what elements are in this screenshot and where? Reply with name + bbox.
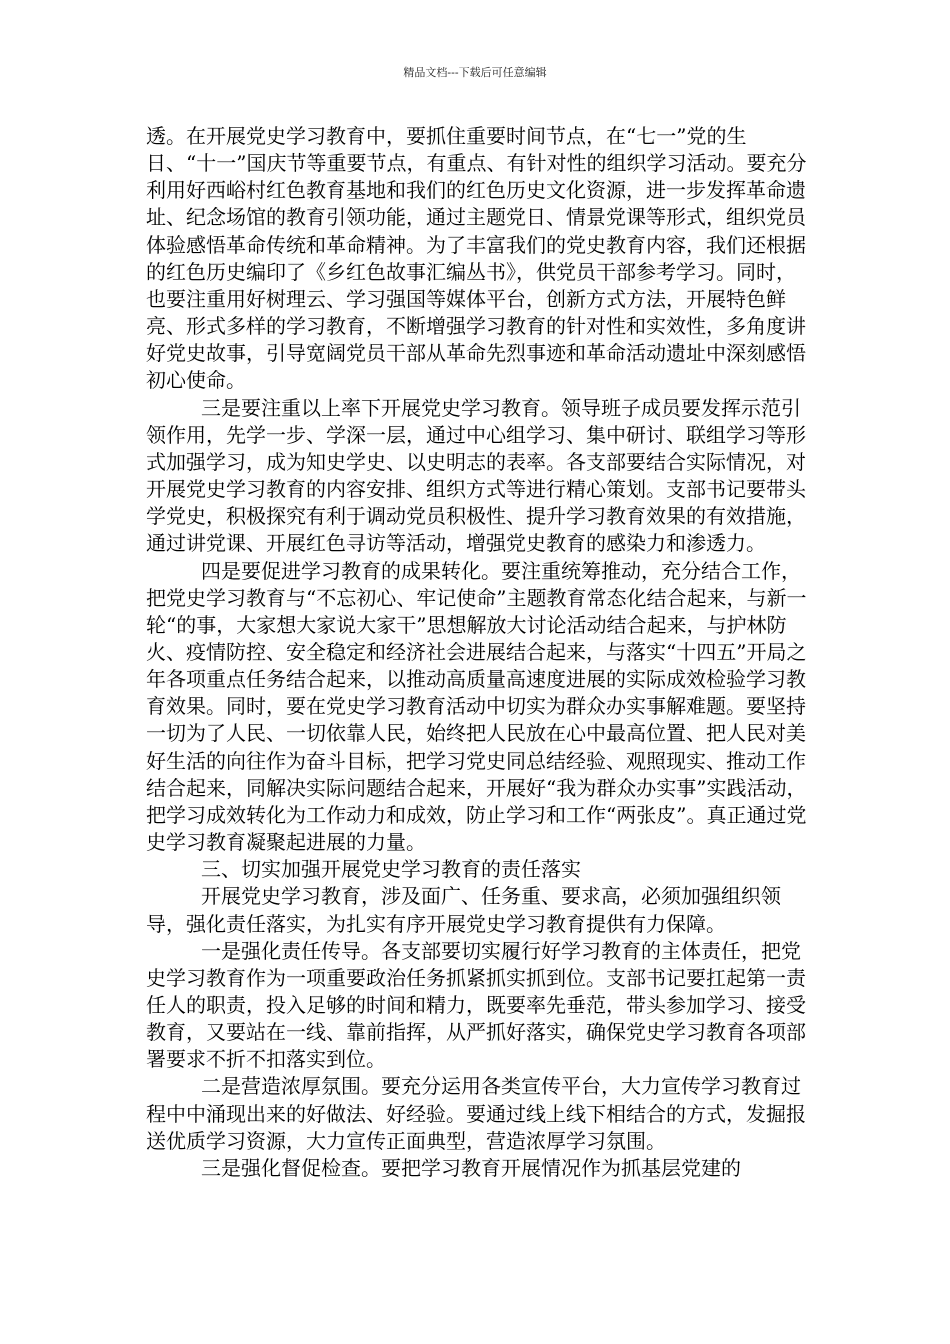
paragraph: 四是要促进学习教育的成果转化。要注重统筹推动，充分结合工作，把党史学习教育与“不忘初心、牢记使命”主题教育常态化结合起来，与新一轮“的事，大家想大家说大家干”思想解放大讨论活动结合起来，与护林防火、疫情防控、安全稳定和经济社会进展结合起来，与落实“十四五”开局之年各项重点任务结合起来，以推动高质量高速度进展的实际成效检验学习教育效果。同时，要在党史学习教育活动中切实为群众办实事解难题。要坚持一切为了人民、一切依靠人民，始终把人民放在心中最高位置、把人民对美好生活的向往作为奋斗目标，把学习党史同总结经验、观照现实、推动工作结合起来，同解决实际问题结合起来，开展好“我为群众办实事”实践活动，把学习成效转化为工作动力和成效，防止学习和工作“两张皮”。真正通过党史学习教育凝聚起进展的力量。	[146, 558, 807, 855]
paragraph: 开展党史学习教育，涉及面广、任务重、要求高，必须加强组织领导，强化责任落实，为扎实有序开展党史学习教育提供有力保障。	[146, 884, 781, 936]
paragraph: 三是要注重以上率下开展党史学习教育。领导班子成员要发挥示范引领作用，先学一步、学深一层，通过中心组学习、集中研讨、联组学习等形式加强学习，成为知史学史、以史明志的表率。各支部要结合实际情况，对开展党史学习教育的内容安排、组织方式等进行精心策划。支部书记要带头学党史，积极探究有利于调动党员积极性、提升学习教育效果的有效措施，通过讲党课、开展红色寻访等活动，增强党史教育的感染力和渗透力。	[146, 395, 806, 556]
paragraph: 透。在开展党史学习教育中，要抓住重要时间节点，在“七一”党的生日、“十一”国庆节等重要节点，有重点、有针对性的组织学习活动。要充分利用好西峪村红色教育基地和我们的红色历史文化资源，进一步发挥革命遗址、纪念场馆的教育引领功能，通过主题党日、情景党课等形式，组织党员体验感悟革命传统和革命精神。为了丰富我们的党史教育内容，我们还根据的红色历史编印了《乡红色故事汇编丛书》，供党员干部参考学习。同时，也要注重用好树理云、学习强国等媒体平台，创新方式方法，开展特色鲜亮、形式多样的学习教育，不断增强学习教育的针对性和实效性，多角度讲好党史故事，引导宽阔党员干部从革命先烈事迹和革命活动遗址中深刻感悟初心使命。	[146, 124, 807, 393]
paragraph: 二是营造浓厚氛围。要充分运用各类宣传平台，大力宣传学习教育过程中中涌现出来的好做法、好经验。要通过线上线下相结合的方式，发掘报送优质学习资源，大力宣传正面典型，营造浓厚学习氛围。	[146, 1074, 806, 1153]
paragraph: 三是强化督促检查。要把学习教育开展情况作为抓基层党建的	[201, 1155, 741, 1180]
document-body	[146, 123, 814, 1182]
paragraph: 一是强化责任传导。各支部要切实履行好学习教育的主体责任，把党史学习教育作为一项重要政治任务抓紧抓实抓到位。支部书记要扛起第一责任人的职责，投入足够的时间和精力，既要率先垂范，带头参加学习、接受教育，又要站在一线、靠前指挥，从严抓好落实，确保党史学习教育各项部署要求不折不扣落实到位。	[146, 938, 806, 1072]
page-header: 精品文档---下载后可任意编辑	[403, 66, 547, 79]
section-heading: 三、切实加强开展党史学习教育的责任落实	[201, 857, 581, 882]
